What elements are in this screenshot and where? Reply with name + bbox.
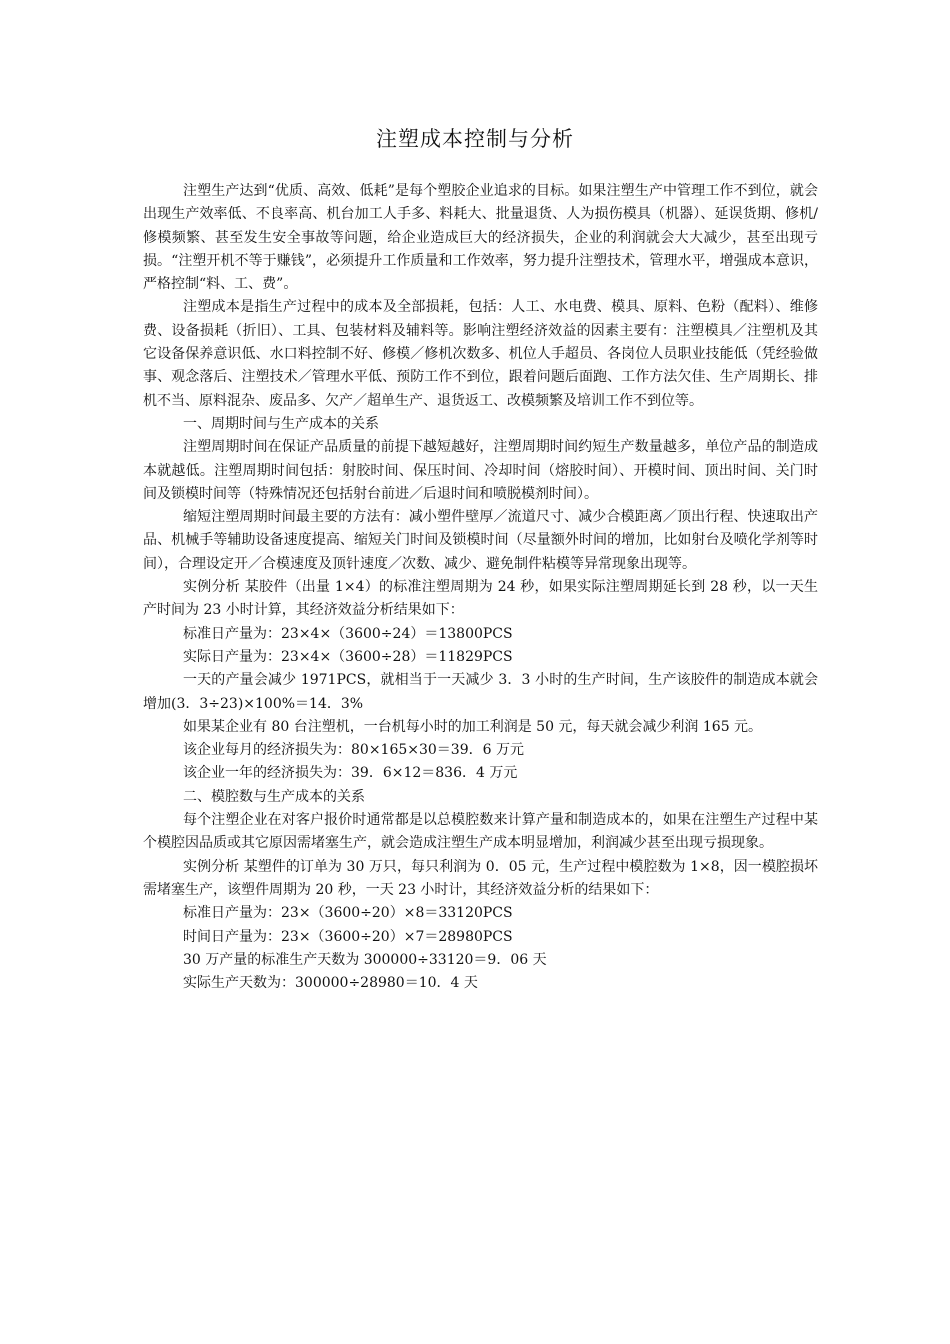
paragraph-profit-reduction: 如果某企业有 80 台注塑机，一台机每小时的加工利润是 50 元，每天就会减少利润 165 元。 [183, 718, 763, 735]
paragraph-shorten-cycle: 缩短注塑周期时间最主要的方法有：减小塑件壁厚／流道尺寸、减少合模距离／顶出行程、快速取出产品、机械手等辅助设备速度提高、缩短关门时间及锁模时间（尽量额外时间的增加，比如射台及喷化学剂等时间），合理设定开／合模速度及顶针速度／次数、减少、避免制件粘模等异常现象出现等。 [143, 509, 818, 572]
section-heading-cycle-time: 一、周期时间与生产成本的关系 [183, 415, 379, 432]
paragraph-cycle-time: 注塑周期时间在保证产品质量的前提下越短越好，注塑周期时间约短生产数量越多，单位产品的制造成本就越低。注塑周期时间包括：射胶时间、保压时间、冷却时间（熔胶时间）、开模时间、顶出时间、关门时间及锁模时间等（特殊情况还包括射台前进／后退时间和喷脱模剂时间）。 [143, 439, 818, 502]
paragraph-example-1: 实例分析 某胶件（出量 1×4）的标准注塑周期为 24 秒，如果实际注塑周期延长到 28 秒，以一天生产时间为 23 小时计算，其经济效益分析结果如下： [143, 579, 818, 619]
paragraph-example-2: 实例分析 某塑件的订单为 30 万只，每只利润为 0．05 元，生产过程中模腔数为 1×8，因一模腔损坏需堵塞生产，该塑件周期为 20 秒，一天 23 小时计，其经济效益分析的结果如下： [143, 858, 818, 898]
calc-actual-output-1: 实际日产量为：23×4×（3600÷28）＝11829PCS [183, 648, 513, 665]
calc-standard-days: 30 万产量的标准生产天数为 300000÷33120＝9．06 天 [183, 951, 547, 968]
paragraph-cost-definition: 注塑成本是指生产过程中的成本及全部损耗，包括：人工、水电费、模具、原料、色粉（配料）、维修费、设备损耗（折旧）、工具、包装材料及辅料等。影响注塑经济效益的因素主要有：注塑模具／注塑机及其它设备保养意识低、水口料控制不好、修模／修机次数多、机位人手超员、各岗位人员职业技能低（凭经验做事、观念落后、注塑技术／管理水平低、预防工作不到位，跟着问题后面跑、工作方法欠佳、生产周期长、排机不当、原料混杂、废品多、欠产／超单生产、退货返工、改模频繁及培训工作不到位等。 [143, 299, 818, 409]
paragraph-output-reduction: 一天的产量会减少 1971PCS，就相当于一天减少 3．3 小时的生产时间，生产该胶件的制造成本就会增加(3．3÷23)×100%＝14．3% [143, 672, 818, 712]
calc-actual-output-2: 时间日产量为：23×（3600÷20）×7＝28980PCS [183, 928, 513, 945]
paragraph-intro: 注塑生产达到“优质、高效、低耗”是每个塑胶企业追求的目标。如果注塑生产中管理工作不到位，就会出现生产效率低、不良率高、机台加工人手多、料耗大、批量退货、人为损伤模具（机器）、延误货期、修机/修模频繁、甚至发生安全事故等问题，给企业造成巨大的经济损失，企业的利润就会大大减少，甚至出现亏损。“注塑开机不等于赚钱”，必须提升工作质量和工作效率，努力提升注塑技术，管理水平，增强成本意识，严格控制“料、工、费”。 [143, 183, 818, 293]
calc-standard-output-2: 标准日产量为：23×（3600÷20）×8＝33120PCS [183, 905, 513, 922]
paragraph-cavity: 每个注塑企业在对客户报价时通常都是以总模腔数来计算产量和制造成本的，如果在注塑生产过程中某个模腔因品质或其它原因需堵塞生产，就会造成注塑生产成本明显增加，利润减少甚至出现亏损现象。 [143, 812, 818, 852]
document-body [143, 180, 818, 995]
section-heading-cavity: 二、模腔数与生产成本的关系 [183, 788, 365, 805]
calc-standard-output-1: 标准日产量为：23×4×（3600÷24）＝13800PCS [183, 625, 513, 642]
calc-yearly-loss: 该企业一年的经济损失为：39．6×12＝836．4 万元 [183, 765, 518, 782]
document-title: 注塑成本控制与分析 [376, 127, 574, 151]
calc-monthly-loss: 该企业每月的经济损失为：80×165×30＝39．6 万元 [183, 742, 524, 759]
calc-actual-days: 实际生产天数为：300000÷28980＝10．4 天 [183, 975, 478, 992]
